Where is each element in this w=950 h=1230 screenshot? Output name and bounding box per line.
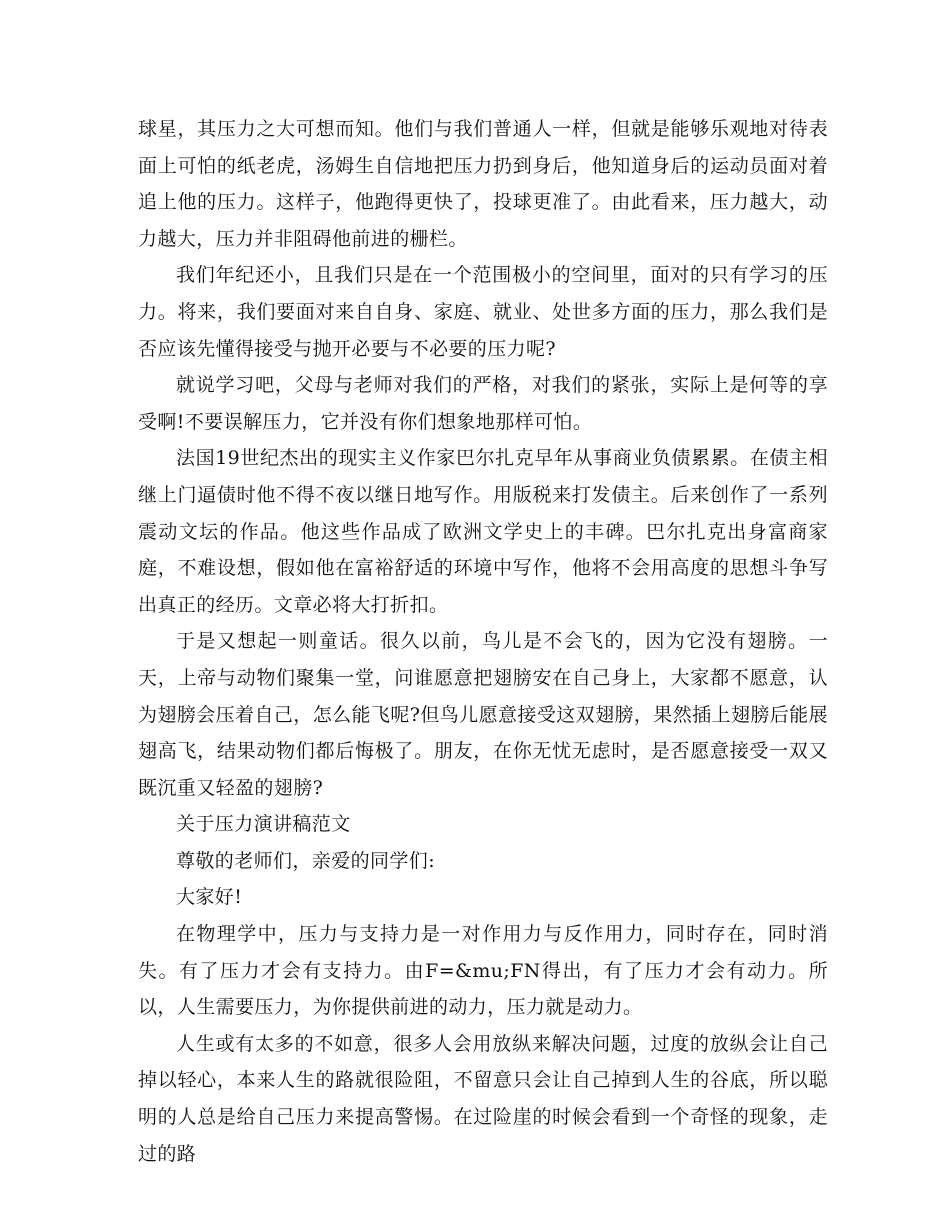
paragraph: 于是又想起一则童话。很久以前，鸟儿是不会飞的，因为它没有翅膀。一天，上帝与动物们聚集一堂，问谁愿意把翅膀安在自己身上，大家都不愿意，认为翅膀会压着自己，怎么能飞呢?但鸟儿愿意接受这双翅膀，果然插上翅膀后能展翅高飞，结果动物们都后悔极了。朋友，在你无忧无虑时，是否愿意接受一双又既沉重又轻盈的翅膀?	[138, 630, 828, 799]
paragraph: 我们年纪还小，且我们只是在一个范围极小的空间里，面对的只有学习的压力。将来，我们要面对来自自身、家庭、就业、处世多方面的压力，那么我们是否应该先懂得接受与抛开必要与不必要的压力呢?	[138, 264, 828, 360]
section-title: 关于压力演讲稿范文	[176, 813, 351, 836]
paragraph: 就说学习吧，父母与老师对我们的严格，对我们的紧张，实际上是何等的享受啊!不要误解压力，它并没有你们想象地那样可怕。	[138, 374, 828, 433]
paragraph-continuation: 球星，其压力之大可想而知。他们与我们普通人一样，但就是能够乐观地对待表面上可怕的纸老虎，汤姆生自信地把压力扔到身后，他知道身后的运动员面对着追上他的压力。这样子，他跑得更快了，投球更准了。由此看来，压力越大，动力越大，压力并非阻碍他前进的栅栏。	[138, 118, 828, 250]
document-body	[138, 111, 828, 1172]
paragraph: 在物理学中，压力与支持力是一对作用力与反作用力，同时存在，同时消失。有了压力才会有支持力。由F=&mu;FN得出，有了压力才会有动力。所以，人生需要压力，为你提供前进的动力，压力就是动力。	[138, 923, 828, 1019]
paragraph: 人生或有太多的不如意，很多人会用放纵来解决问题，过度的放纵会让自己掉以轻心，本来人生的路就很险阻，不留意只会让自己掉到人生的谷底，所以聪明的人总是给自己压力来提高警惕。在过险崖的时候会看到一个奇怪的现象，走过的路	[138, 1032, 828, 1165]
greeting: 大家好!	[176, 886, 243, 909]
salutation: 尊敬的老师们，亲爱的同学们:	[176, 849, 436, 872]
paragraph: 法国19世纪杰出的现实主义作家巴尔扎克早年从事商业负债累累。在债主相继上门逼债时他不得不夜以继日地写作。用版税来打发债主。后来创作了一系列震动文坛的作品。他这些作品成了欧洲文学史上的丰碑。巴尔扎克出身富商家庭，不难设想，假如他在富裕舒适的环境中写作，他将不会用高度的思想斗争写出真正的经历。文章必将大打折扣。	[138, 447, 828, 616]
